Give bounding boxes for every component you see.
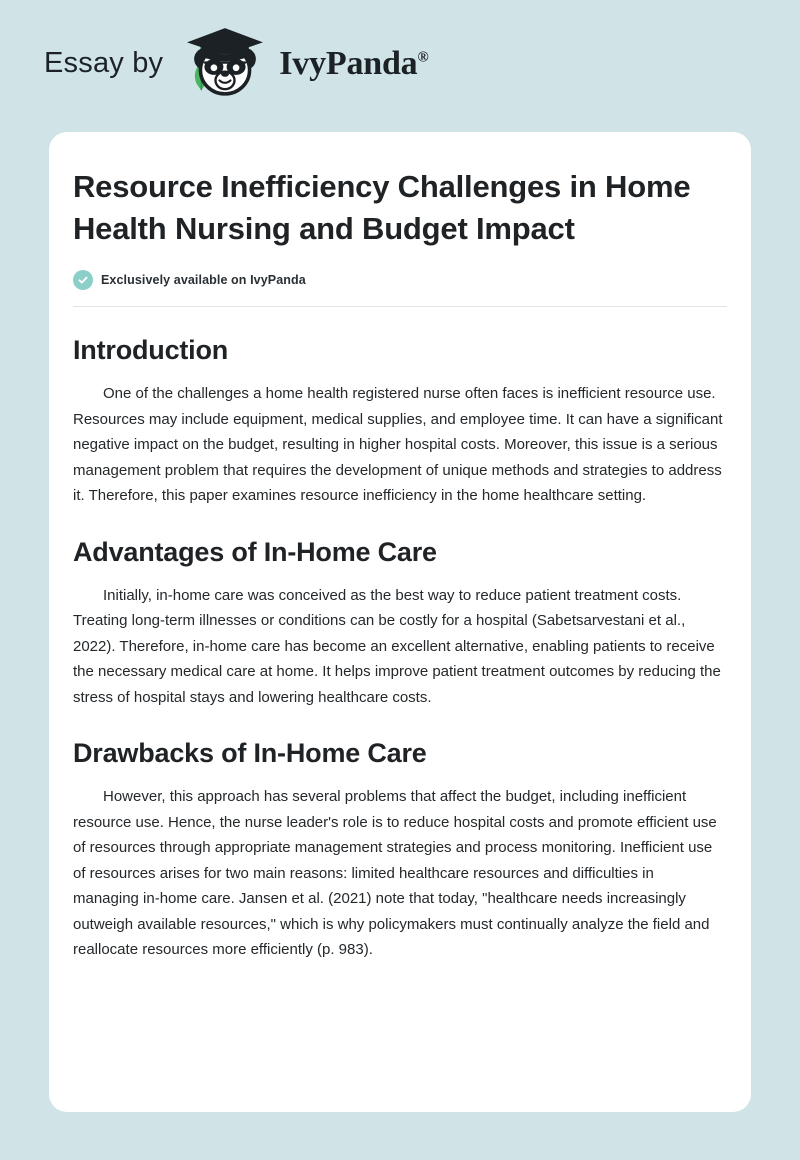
section-paragraph-drawbacks: However, this approach has several problems that affect the budget, including inefficient resource use. Hence, the nurse leader's role is to reduce hospital costs and promote efficient use of resources through appropriate management strategies and process monitoring. Inefficient use of resources arises for two main reasons: limited healthcare resources and difficulties in managing in-home care. Jansen et al. (2021) note that today, "healthcare needs increasingly outweigh available resources," which is why policymakers must continually analyze the field and reallocate resources more efficiently (p. 983). [73,788,717,958]
essay-card [49,132,751,1112]
exclusive-badge [73,270,727,290]
section-introduction [73,333,727,509]
brand-name-text: IvyPanda [279,45,418,82]
header-divider [73,306,727,307]
registered-mark: ® [417,49,429,66]
section-advantages [73,535,727,711]
masthead-inner [44,25,429,101]
section-drawbacks [73,736,727,963]
essay-by-label: Essay by [44,46,164,79]
section-paragraph-introduction: One of the challenges a home health registered nurse often faces is inefficient resource use. Resources may include equipment, medical supplies, and employee time. It can have a significant negative impact on the budget, resulting in higher hospital costs. Moreover, this issue is a serious management problem that requires the development of unique methods and strategies to address it. Therefore, this paper examines resource inefficiency in the home healthcare setting. [73,385,723,504]
page-title: Resource Inefficiency Challenges in Home Health Nursing and Budget Impact [73,169,691,246]
masthead [0,0,800,132]
section-paragraph-advantages: Initially, in-home care was conceived as the best way to reduce patient treatment costs. Treating long-term illnesses or conditions can be costly for a hospital (Sabetsarvestani et al., 2022). Therefore, in-home care has become an excellent alternative, enabling patients to receive the necessary medical care at home. It helps improve patient treatment outcomes by reducing the stress of hospital stays and lowering healthcare costs. [73,586,721,706]
panda-graduate-logo-icon [177,25,273,101]
ivypanda-brand-lockup[interactable] [177,25,428,101]
exclusive-badge-label: Exclusively available on IvyPanda [101,273,306,287]
check-circle-icon [73,270,93,290]
brand-wordmark [279,47,428,81]
section-heading-introduction: Introduction [73,335,229,365]
section-heading-drawbacks: Drawbacks of In-Home Care [73,738,427,768]
section-heading-advantages: Advantages of In-Home Care [73,536,437,567]
